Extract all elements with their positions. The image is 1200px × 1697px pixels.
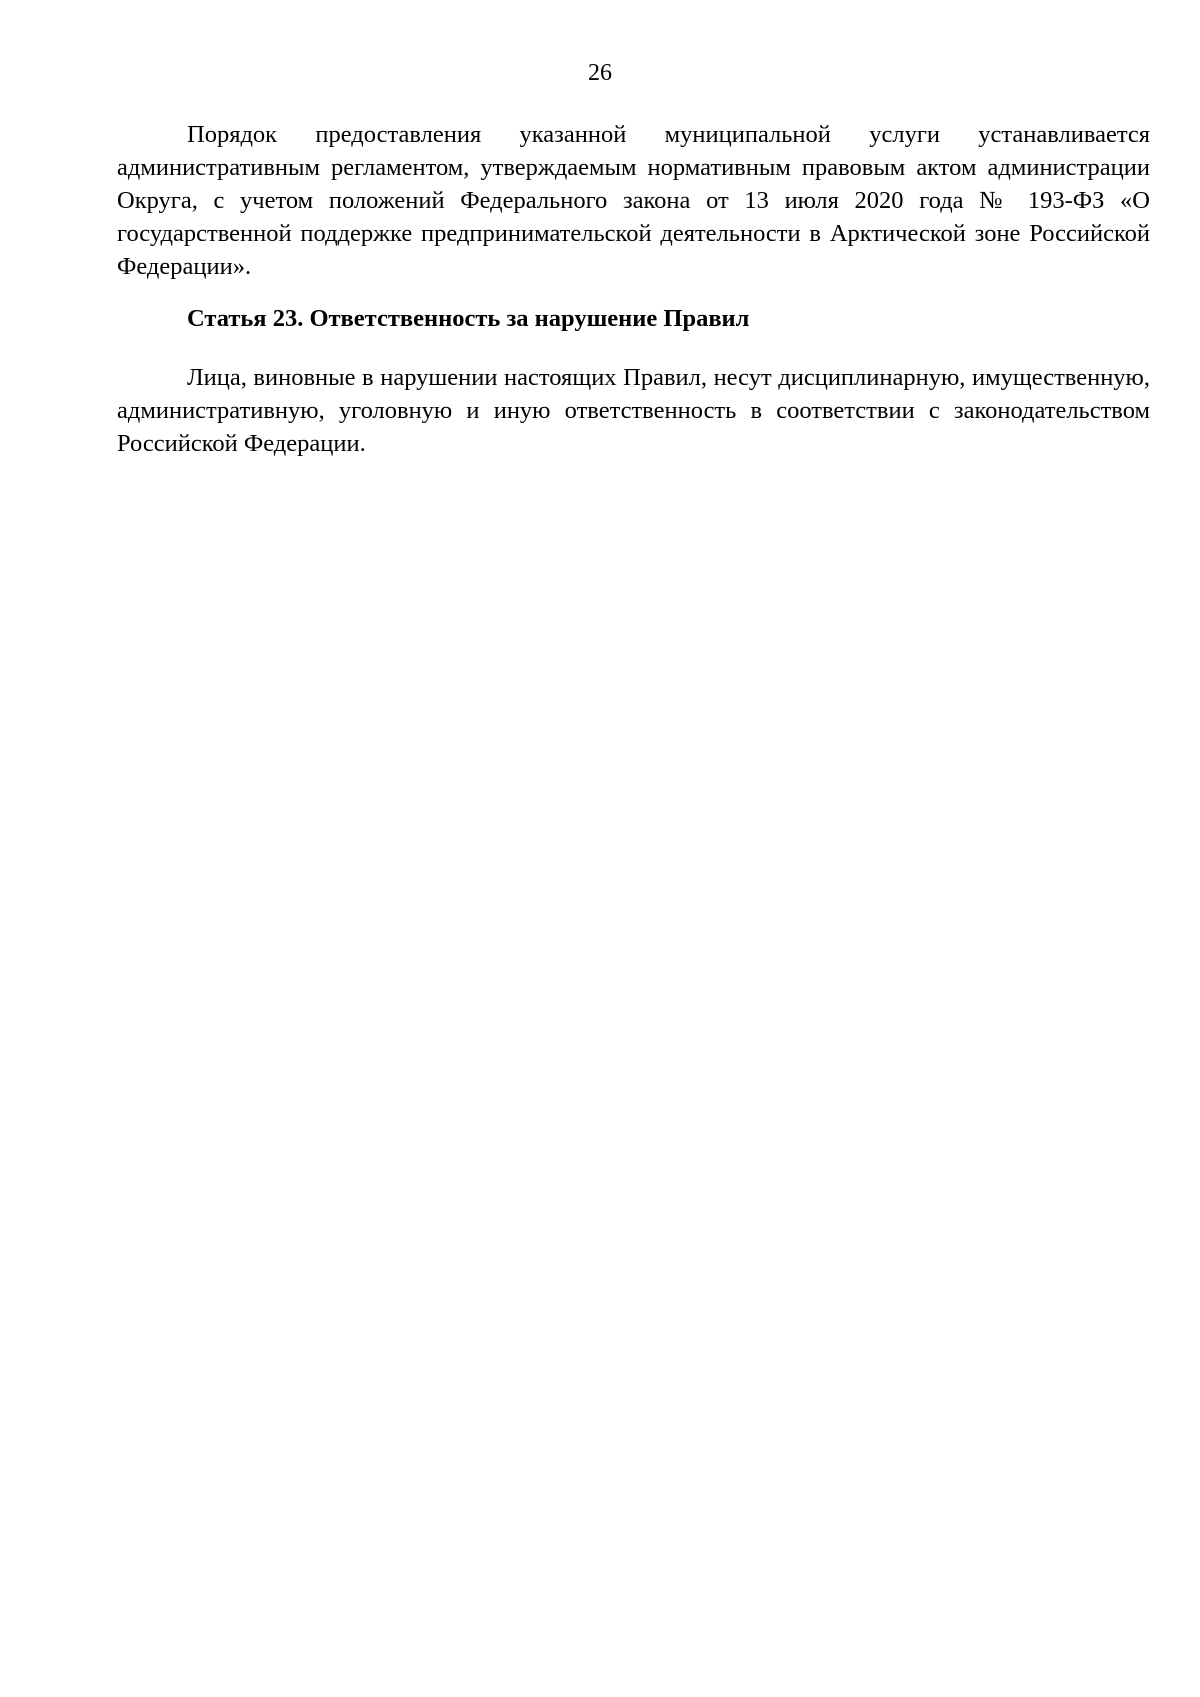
paragraph-liability: Лица, виновные в нарушении настоящих Правил, несут дисциплинарную, имущественную, административную, уголовную и иную ответственность в соответствии с законодательством Российской Федерации. (117, 364, 1150, 457)
paragraph-service-procedure: Порядок предоставления указанной муниципальной услуги устанавливается административным регламентом, утверждаемым нормативным правовым актом администрации Округа, с учетом положений Федерального закона от 13 июля 2020 года № 193-ФЗ «О государственной поддержке предпринимательской деятельности в Арктической зоне Российской Федерации». (117, 121, 1150, 280)
page-number: 26 (588, 60, 612, 86)
article-heading: Статья 23. Ответственность за нарушение Правил (187, 305, 750, 332)
